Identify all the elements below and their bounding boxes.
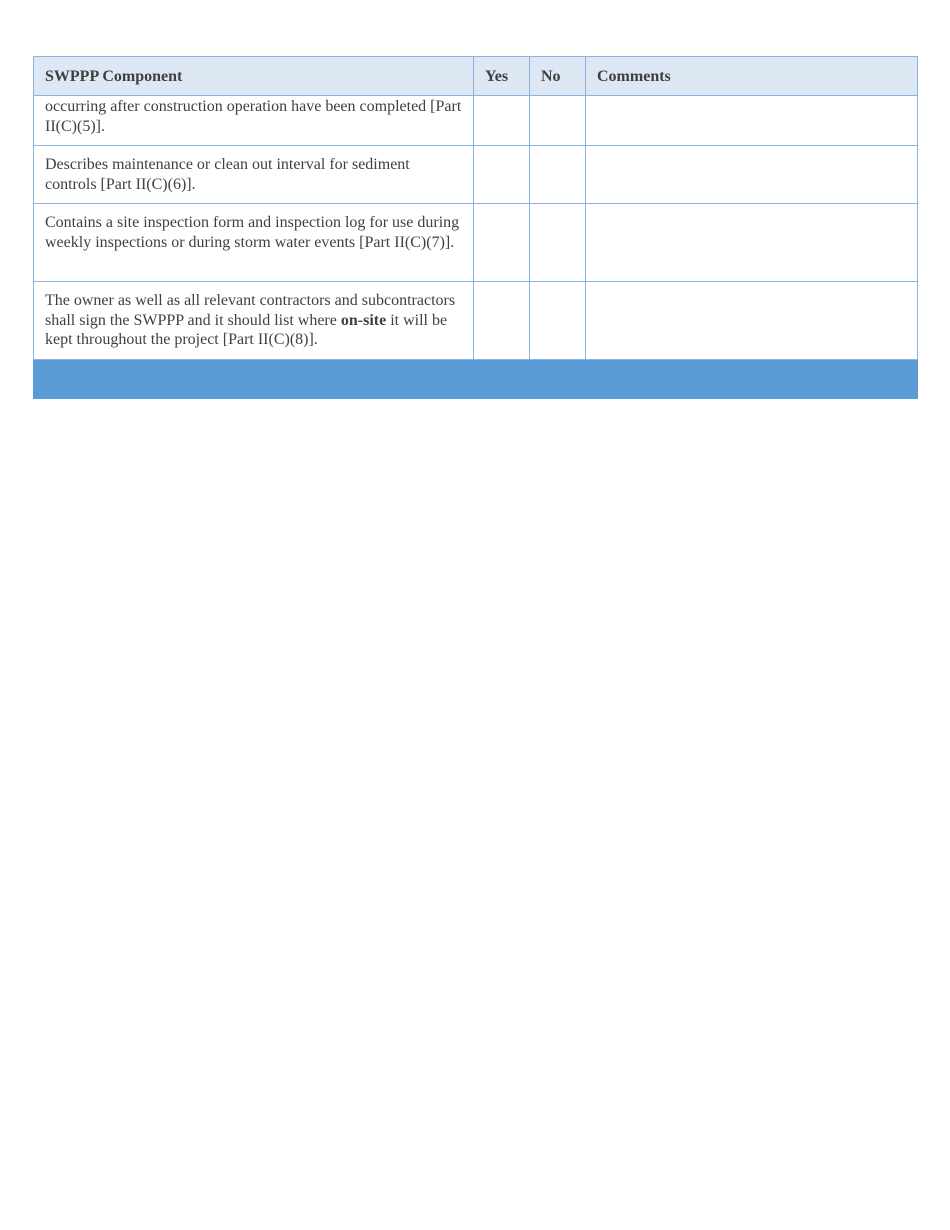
header-row (34, 57, 918, 96)
comments-cell[interactable] (586, 96, 918, 146)
swppp-checklist-table (33, 56, 918, 399)
component-text-prefix: The owner as well as all relevant contractors and subcontractors shall sign the SWPPP and it should list where (45, 292, 456, 329)
table-row (34, 96, 918, 146)
table-row (34, 282, 918, 360)
component-cell: occurring after construction operation have been completed [Part II(C)(5)]. (34, 96, 474, 146)
header-comments: Comments (586, 57, 918, 96)
table-row (34, 146, 918, 204)
no-cell[interactable] (530, 282, 586, 360)
no-cell[interactable] (530, 96, 586, 146)
table-row (34, 204, 918, 282)
table-footer-bar (34, 360, 918, 399)
no-cell[interactable] (530, 204, 586, 282)
comments-cell[interactable] (586, 282, 918, 360)
yes-cell[interactable] (474, 146, 530, 204)
yes-cell[interactable] (474, 282, 530, 360)
header-yes: Yes (474, 57, 530, 96)
header-no: No (530, 57, 586, 96)
footer-bar-cell (34, 360, 918, 399)
table-body (34, 96, 918, 399)
table-header (34, 57, 918, 96)
component-cell: Contains a site inspection form and inspection log for use during weekly inspections or during storm water events [Part II(C)(7)]. (34, 204, 474, 282)
component-cell: Describes maintenance or clean out interval for sediment controls [Part II(C)(6)]. (34, 146, 474, 204)
yes-cell[interactable] (474, 204, 530, 282)
header-component: SWPPP Component (34, 57, 474, 96)
component-text-bold: on-site (340, 311, 387, 329)
component-text-suffix: it will be kept throughout the project [Part II(C)(8)]. (45, 311, 448, 348)
comments-cell[interactable] (586, 204, 918, 282)
comments-cell[interactable] (586, 146, 918, 204)
no-cell[interactable] (530, 146, 586, 204)
yes-cell[interactable] (474, 96, 530, 146)
component-cell (34, 282, 474, 360)
